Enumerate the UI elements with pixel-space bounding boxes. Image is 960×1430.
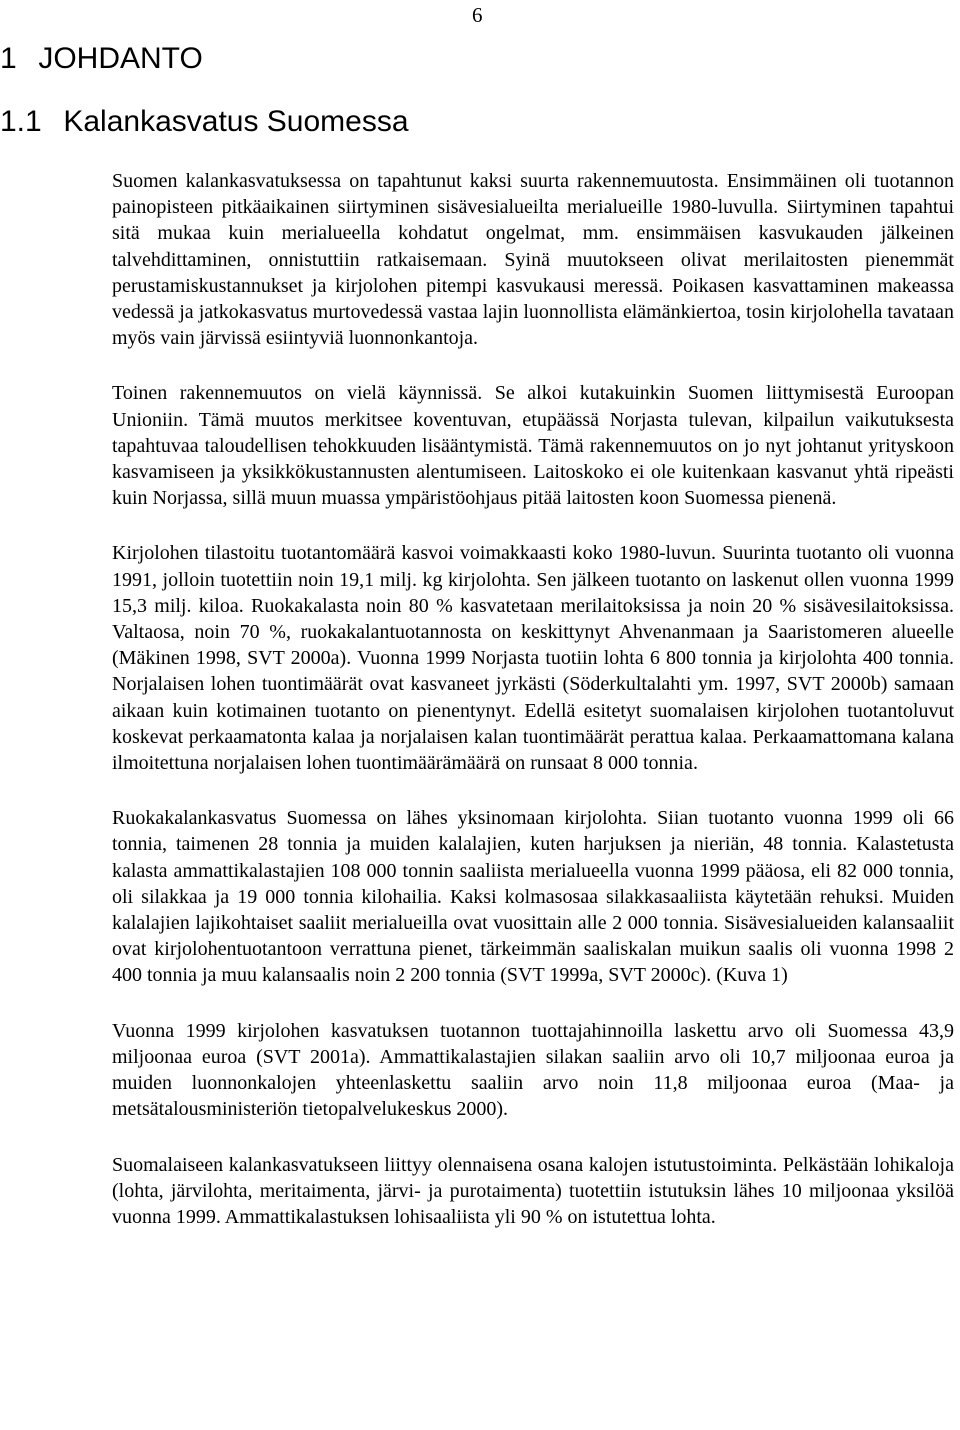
- page-number: 6: [472, 3, 483, 27]
- chapter-title: JOHDANTO: [38, 42, 203, 75]
- paragraph-4: Ruokakalankasvatus Suomessa on lähes yksinomaan kirjolohta. Siian tuotanto vuonna 1999 oli 66 tonnia, taimenen 28 tonnia ja muiden kalalajien, kuten harjuksen ja nieriän, 48 tonnia. Kalastetusta kalasta ammattikalastajien 108 000 tonnin saaliista merialueella vuonna 1999 pääosa, eli 82 000 tonnia, oli silakkaa ja 19 000 tonnia kilohailia. Kaksi kolmasosaa silakkasaaliista käytetään rehuksi. Muiden kalalajien lajikohtaiset saaliit merialueilla ovat vuosittain alle 2 000 tonnia. Sisävesialueiden kalansaaliit ovat kirjolohentuotantoon verrattuna pienet, tärkeimmän saaliskalan muikun saalis oli vuonna 1998 2 400 tonnia ja muu kalansaalis noin 2 200 tonnia (SVT 1999a, SVT 2000c). (Kuva 1): [112, 807, 954, 987]
- body-text: [112, 168, 954, 1259]
- paragraph-3: Kirjolohen tilastoitu tuotantomäärä kasvoi voimakkaasti koko 1980-luvun. Suurinta tuotanto oli vuonna 1991, jolloin tuotettiin noin 19,1 milj. kg kirjolohta. Sen jälkeen tuotanto on laskenut ollen vuonna 1999 15,3 milj. kiloa. Ruokakalasta noin 80 % kasvatetaan merilaitoksissa ja noin 20 % sisävesilaitoksissa. Valtaosa, noin 70 %, ruokakalantuotannosta on keskittynyt Ahvenanmaan ja Saaristomeren alueelle (Mäkinen 1998, SVT 2000a). Vuonna 1999 Norjasta tuotiin lohta 6 800 tonnia ja kirjolohta 400 tonnia. Norjalaisen lohen tuontimäärät ovat kasvaneet jyrkästi (Söderkultalahti ym. 1997, SVT 2000b) samaan aikaan kuin kotimainen tuotanto on pienentynyt. Edellä esitetyt suomalaisen kirjolohen tuotantoluvut koskevat perkaamatonta kalaa ja norjalaisen kalan tuontimäärät perattua kalaa. Perkaamattomana kalana ilmoitettuna norjalaisen lohen tuontimäärämäärä on runsaat 8 000 tonnia.: [112, 542, 954, 775]
- paragraph-1: Suomen kalankasvatuksessa on tapahtunut kaksi suurta rakennemuutosta. Ensimmäinen oli tuotannon painopisteen pitkäaikainen siirtyminen sisävesialueilta merialueille 1980-luvulla. Siirtyminen tapahtui sitä mukaa kuin merialueella kohdatut ongelmat, mm. ensimmäisen kasvukauden jälkeinen talvehdittaminen, onnistuttiin ratkaisemaan. Syinä muutokseen olivat merilaitosten pienemmät perustamiskustannukset ja kirjolohen pitempi kasvukausi meressä. Poikasen kasvattaminen makeassa vedessä ja jatkokasvatus murtovedessä vastaa lajin luonnollista elämänkiertoa, tosin kirjolohella tavataan myös vain järvissä esiintyviä luonnonkantoja.: [112, 170, 954, 350]
- paragraph-6: Suomalaiseen kalankasvatukseen liittyy olennaisena osana kalojen istutustoiminta. Pelkästään lohikaloja (lohta, järvilohta, meritaimenta, järvi- ja purotaimenta) tuotettiin istutuksin lähes 10 miljoonaa yksilöä vuonna 1999. Ammattikalastuksen lohisaaliista yli 90 % on istutettua lohta.: [112, 1153, 954, 1228]
- section-number: 1.1: [0, 105, 42, 138]
- chapter-heading: [0, 42, 203, 76]
- paragraph-2: Toinen rakennemuutos on vielä käynnissä. Se alkoi kutakuinkin Suomen liittymisestä Euroopan Unioniin. Tämä muutos merkitsee koventuvan, etupäässä Norjasta tulevan, kilpailun vaikutuksesta tapahtuvaa taloudellisen tehokkuuden lisääntymistä. Tämä rakennemuutos on jo nyt johtanut yrityskoon kasvamiseen ja yksikkökustannusten alentumiseen. Laitoskoko ei ole kuitenkaan kasvanut yhtä ripeästi kuin Norjassa, sillä muun muassa ympäristöohjaus pitää laitosten koon Suomessa pienenä.: [112, 382, 954, 510]
- paragraph-5: Vuonna 1999 kirjolohen kasvatuksen tuotannon tuottajahinnoilla laskettu arvo oli Suomessa 43,9 miljoonaa euroa (SVT 2001a). Ammattikalastajien silakan saaliin arvo oli 10,7 miljoonaa euroa ja muiden luonnonkalojen yhteenlaskettu saaliin arvo noin 11,8 miljoonaa euroa (Maa- ja metsätalousministeriön tietopalvelukeskus 2000).: [112, 1019, 954, 1121]
- chapter-number: 1: [0, 42, 17, 75]
- section-title: Kalankasvatus Suomessa: [63, 105, 409, 138]
- section-heading: [0, 105, 409, 139]
